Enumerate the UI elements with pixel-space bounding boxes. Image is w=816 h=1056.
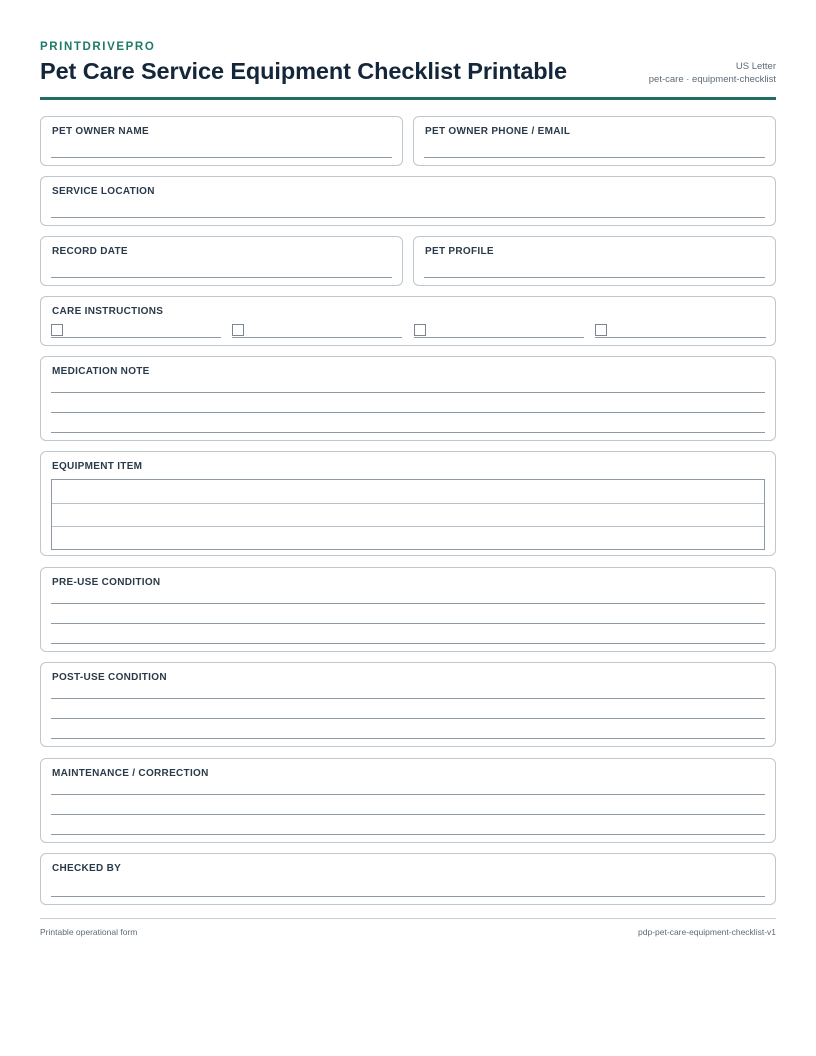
- care-option-4-line[interactable]: [595, 337, 766, 338]
- maintenance-line-2[interactable]: [51, 814, 765, 815]
- maintenance-label: MAINTENANCE / CORRECTION: [52, 768, 209, 779]
- page-tags: pet-care · equipment-checklist: [648, 74, 776, 85]
- medication-note-line-3[interactable]: [51, 432, 765, 433]
- pre-use-condition-label: PRE-USE CONDITION: [52, 577, 161, 588]
- care-instructions-field: [40, 296, 776, 346]
- page-meta: [649, 60, 776, 86]
- owner-contact-label: PET OWNER PHONE / EMAIL: [425, 126, 571, 137]
- footer-form-id: pdp-pet-care-equipment-checklist-v1: [638, 927, 776, 937]
- medication-note-field: [40, 356, 776, 441]
- care-option-2-line[interactable]: [232, 337, 402, 338]
- owner-contact-input-line[interactable]: [424, 157, 765, 158]
- checkbox[interactable]: [414, 324, 426, 336]
- owner-contact-field: [413, 116, 776, 166]
- pre-use-line-2[interactable]: [51, 623, 765, 624]
- checked-by-input-line[interactable]: [51, 896, 765, 897]
- record-date-label: RECORD DATE: [52, 246, 128, 257]
- checkbox[interactable]: [232, 324, 244, 336]
- table-row-divider: [52, 526, 764, 527]
- equipment-table: [51, 479, 765, 550]
- brand-name: PRINTDRIVEPRO: [40, 41, 156, 53]
- care-option-3-line[interactable]: [414, 337, 584, 338]
- care-option-4: [595, 324, 766, 338]
- care-option-1-line[interactable]: [51, 337, 221, 338]
- post-use-line-1[interactable]: [51, 698, 765, 699]
- pre-use-line-1[interactable]: [51, 603, 765, 604]
- pet-profile-label: PET PROFILE: [425, 246, 494, 257]
- service-location-field: [40, 176, 776, 226]
- post-use-condition-field: [40, 662, 776, 747]
- pet-profile-field: [413, 236, 776, 286]
- maintenance-field: [40, 758, 776, 843]
- equipment-item-field: [40, 451, 776, 556]
- service-location-input-line[interactable]: [51, 217, 765, 218]
- equipment-item-label: EQUIPMENT ITEM: [52, 461, 143, 472]
- care-option-1: [51, 324, 221, 338]
- post-use-line-2[interactable]: [51, 718, 765, 719]
- care-instructions-label: CARE INSTRUCTIONS: [52, 306, 164, 317]
- record-date-input-line[interactable]: [51, 277, 392, 278]
- owner-name-input-line[interactable]: [51, 157, 392, 158]
- pre-use-line-3[interactable]: [51, 643, 765, 644]
- checked-by-label: CHECKED BY: [52, 863, 122, 874]
- owner-name-label: PET OWNER NAME: [52, 126, 149, 137]
- pre-use-condition-field: [40, 567, 776, 652]
- post-use-condition-label: POST-USE CONDITION: [52, 672, 167, 683]
- checkbox[interactable]: [51, 324, 63, 336]
- header-rule: [40, 97, 776, 100]
- post-use-line-3[interactable]: [51, 738, 765, 739]
- pet-profile-input-line[interactable]: [424, 277, 765, 278]
- table-row-divider: [52, 503, 764, 504]
- footer-rule: [40, 918, 776, 919]
- maintenance-line-3[interactable]: [51, 834, 765, 835]
- owner-name-field: [40, 116, 403, 166]
- maintenance-line-1[interactable]: [51, 794, 765, 795]
- medication-note-line-1[interactable]: [51, 392, 765, 393]
- footer-description: Printable operational form: [40, 927, 138, 937]
- medication-note-label: MEDICATION NOTE: [52, 366, 150, 377]
- paper-size: US Letter: [735, 61, 776, 72]
- page-title: Pet Care Service Equipment Checklist Printable: [40, 58, 567, 84]
- checkbox[interactable]: [595, 324, 607, 336]
- care-option-2: [232, 324, 402, 338]
- care-option-3: [414, 324, 584, 338]
- record-date-field: [40, 236, 403, 286]
- service-location-label: SERVICE LOCATION: [52, 186, 155, 197]
- checked-by-field: [40, 853, 776, 905]
- medication-note-line-2[interactable]: [51, 412, 765, 413]
